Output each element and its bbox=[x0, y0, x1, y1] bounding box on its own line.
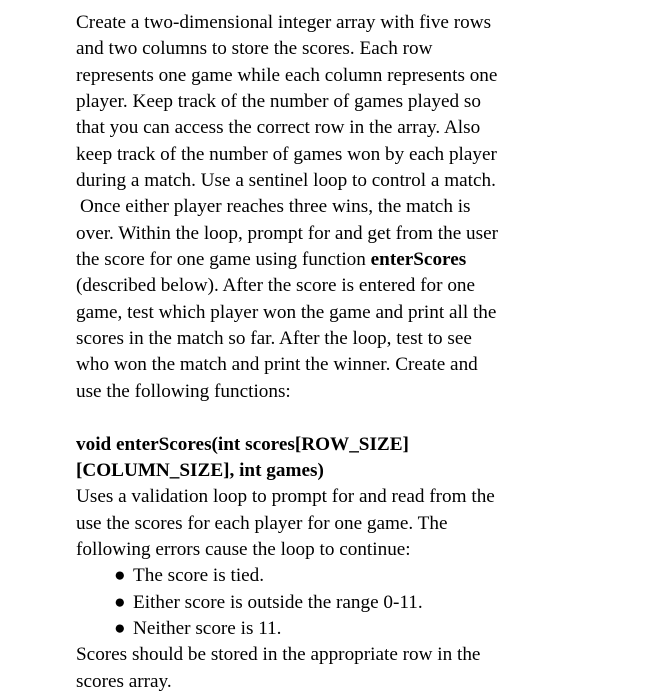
list-item bbox=[76, 563, 576, 589]
text-line bbox=[76, 247, 576, 273]
text-line: scores in the match so far. After the loop, test to see bbox=[76, 328, 472, 350]
text-line: use the following functions: bbox=[76, 380, 291, 402]
list-item bbox=[76, 616, 576, 642]
text-line: represents one game while each column represents one bbox=[76, 64, 498, 86]
spacer bbox=[76, 405, 576, 431]
text-line: that you can access the correct row in the array. Also bbox=[76, 117, 481, 139]
text-line: player. Keep track of the number of games played so bbox=[76, 91, 481, 113]
text-line: following errors cause the loop to continue: bbox=[76, 538, 411, 560]
document-page bbox=[76, 10, 576, 695]
intro-paragraph bbox=[76, 10, 576, 405]
list-item-text: Neither score is 11. bbox=[133, 617, 282, 639]
text-line: keep track of the number of games won by each player bbox=[76, 143, 497, 165]
text-line: and two columns to store the scores. Each row bbox=[76, 38, 433, 60]
function-signature: [COLUMN_SIZE], int games) bbox=[76, 459, 324, 481]
text-line: Scores should be stored in the appropriate row in the bbox=[76, 644, 481, 666]
text-line: Create a two-dimensional integer array with five rows bbox=[76, 12, 492, 33]
function-signature: void enterScores(int scores[ROW_SIZE] bbox=[76, 433, 409, 455]
text-line: game, test which player won the game and print all the bbox=[76, 301, 497, 323]
bullet-icon: ● bbox=[114, 565, 126, 587]
function-section bbox=[76, 432, 576, 695]
bullet-icon: ● bbox=[114, 591, 126, 613]
list-item-text: Either score is outside the range 0-11. bbox=[133, 591, 423, 613]
text-line: use the scores for each player for one game. The bbox=[76, 512, 448, 534]
function-name-inline: enterScores bbox=[370, 249, 467, 271]
list-item-text: The score is tied. bbox=[133, 565, 265, 587]
bullet-icon: ● bbox=[114, 617, 126, 639]
text-line: over. Within the loop, prompt for and get from the user bbox=[76, 222, 498, 244]
text-line: Once either player reaches three wins, the match is bbox=[80, 196, 471, 218]
text-line: Uses a validation loop to prompt for and read from the bbox=[76, 486, 495, 508]
text-fragment: the score for one game using function bbox=[76, 249, 371, 271]
text-line: (described below). After the score is entered for one bbox=[76, 275, 476, 297]
text-line: during a match. Use a sentinel loop to control a match. bbox=[76, 170, 496, 192]
text-line: scores array. bbox=[76, 670, 172, 692]
list-item bbox=[76, 590, 576, 616]
text-line: who won the match and print the winner. Create and bbox=[76, 354, 478, 376]
